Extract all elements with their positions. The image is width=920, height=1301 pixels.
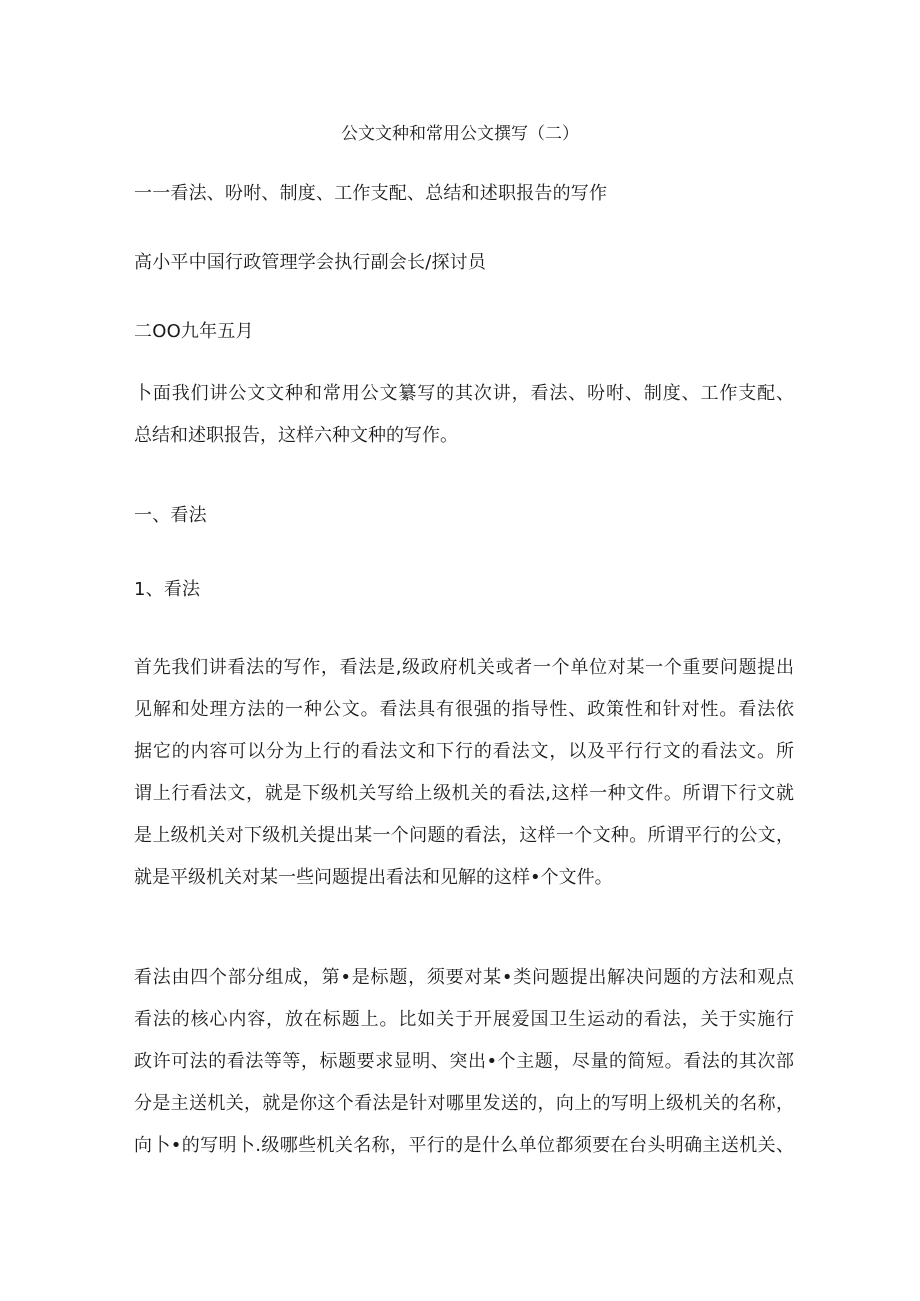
paragraph-line: 向卜•的写明卜.级哪些机关名称，平行的是什么单位都须要在台头明确主送机关、: [134, 1135, 794, 1156]
paragraph-line: 谓上行看法文，就是下级机关写给上级机关的看法,这样一种文件。所谓下行文就: [134, 783, 794, 804]
date-line: 二OO九年五月: [134, 321, 254, 342]
body-paragraph-1: [134, 647, 794, 899]
paragraph-line: 首先我们讲看法的写作，看法是,级政府机关或者一个单位对某一个重要问题提出: [134, 657, 794, 678]
paragraph-line: 是上级机关对下级机关提出某一个问题的看法，这样一个文种。所谓平行的公文，: [134, 825, 794, 846]
paragraph-line: 据它的内容可以分为上行的看法文和下行的看法文，以及平行行文的看法文。所: [134, 741, 794, 762]
paragraph-line: 就是平级机关对某一些问题提出看法和见解的这样•个文件。: [134, 867, 613, 888]
intro-line: 总结和述职报告，这样六种文种的写作。: [134, 425, 458, 446]
paragraph-line: 政许可法的看法等等，标题要求显明、突出•个主题，尽量的简短。看法的其次部: [134, 1051, 794, 1072]
section-heading: 一、看法: [134, 505, 207, 526]
body-paragraph-2: [134, 957, 794, 1167]
paragraph-line: 见解和处理方法的一种公文。看法具有很强的指导性、政策性和针对性。看法依: [134, 699, 794, 720]
paragraph-line: 看法由四个部分组成，第•是标题，须要对某•类问题提出解决问题的方法和观点: [134, 967, 794, 988]
intro-line: 卜面我们讲公文文种和常用公文纂写的其次讲，看法、吩咐、制度、工作支配、: [134, 383, 794, 404]
subsection-heading: 1、看法: [134, 579, 201, 600]
paragraph-line: 分是主送机关，就是你这个看法是针对哪里发送的，向上的写明上级机关的名称，: [134, 1093, 794, 1114]
intro-paragraph: [134, 373, 794, 457]
author-line: 高小平中国行政管理学会执行副会长/探讨员: [134, 252, 487, 273]
paragraph-line: 看法的核心内容，放在标题上。比如关于开展爱国卫生运动的看法，关于实施行: [134, 1009, 794, 1030]
document-subtitle: 一一看法、吩咐、制度、工作支配、总结和述职报告的写作: [134, 183, 608, 204]
document-title: 公文文种和常用公文撰写（二）: [341, 124, 579, 144]
